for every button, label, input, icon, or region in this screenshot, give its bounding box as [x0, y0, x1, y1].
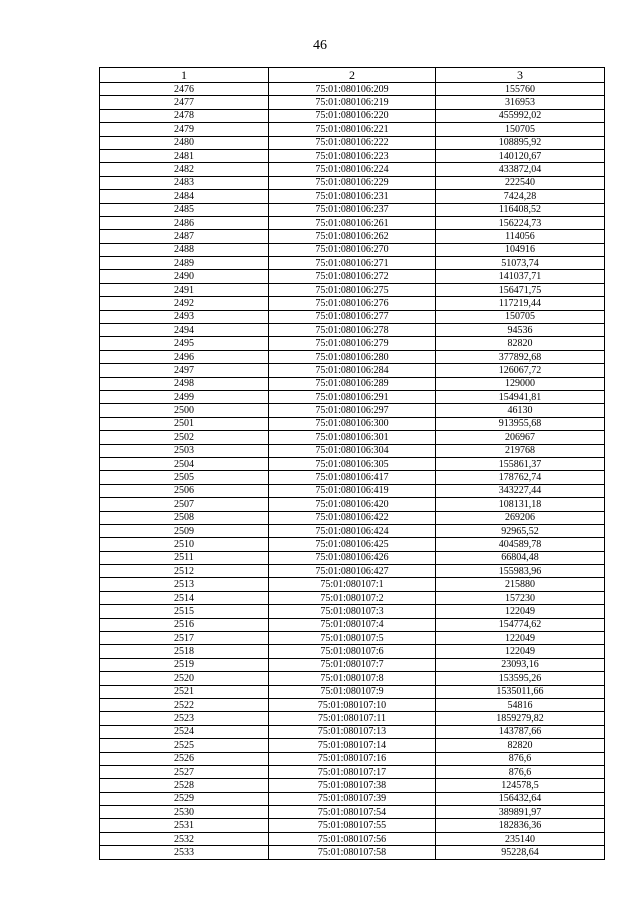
cell-value: 46130	[436, 404, 605, 417]
table-row	[100, 511, 605, 524]
table-row	[100, 645, 605, 658]
table-row	[100, 417, 605, 430]
table-row	[100, 350, 605, 363]
cell-row-number: 2506	[100, 484, 269, 497]
table-row	[100, 136, 605, 149]
table-row	[100, 632, 605, 645]
cell-cadastral-number: 75:01:080106:209	[269, 83, 436, 96]
cell-cadastral-number: 75:01:080106:224	[269, 163, 436, 176]
cell-cadastral-number: 75:01:080106:426	[269, 551, 436, 564]
cell-cadastral-number: 75:01:080106:419	[269, 484, 436, 497]
cell-value: 117219,44	[436, 297, 605, 310]
cell-cadastral-number: 75:01:080106:417	[269, 471, 436, 484]
table-row	[100, 257, 605, 270]
cell-value: 104916	[436, 243, 605, 256]
cell-value: 122049	[436, 645, 605, 658]
cadastral-value-table	[99, 67, 605, 860]
cell-value: 455992,02	[436, 109, 605, 122]
cell-value: 95228,64	[436, 846, 605, 859]
cell-value: 215880	[436, 578, 605, 591]
cell-row-number: 2509	[100, 524, 269, 537]
cell-cadastral-number: 75:01:080106:297	[269, 404, 436, 417]
cell-value: 155760	[436, 83, 605, 96]
cell-value: 124578,5	[436, 779, 605, 792]
table-row	[100, 149, 605, 162]
cell-row-number: 2525	[100, 739, 269, 752]
cell-row-number: 2476	[100, 83, 269, 96]
cell-value: 316953	[436, 96, 605, 109]
table-row	[100, 551, 605, 564]
table-row	[100, 739, 605, 752]
table-row	[100, 390, 605, 403]
table-row	[100, 230, 605, 243]
cell-row-number: 2504	[100, 457, 269, 470]
cell-row-number: 2493	[100, 310, 269, 323]
cell-value: 94536	[436, 324, 605, 337]
table-row	[100, 765, 605, 778]
cell-cadastral-number: 75:01:080106:422	[269, 511, 436, 524]
cell-cadastral-number: 75:01:080106:425	[269, 538, 436, 551]
table-row	[100, 779, 605, 792]
cell-row-number: 2502	[100, 431, 269, 444]
cell-value: 150705	[436, 123, 605, 136]
cell-cadastral-number: 75:01:080106:270	[269, 243, 436, 256]
cell-row-number: 2520	[100, 672, 269, 685]
cell-value: 269206	[436, 511, 605, 524]
table-row	[100, 243, 605, 256]
cell-row-number: 2532	[100, 832, 269, 845]
table-row	[100, 685, 605, 698]
cell-value: 82820	[436, 337, 605, 350]
cell-value: 222540	[436, 176, 605, 189]
cell-value: 343227,44	[436, 484, 605, 497]
column-header-value: 3	[436, 68, 605, 83]
cell-cadastral-number: 75:01:080106:275	[269, 283, 436, 296]
cell-value: 66804,48	[436, 551, 605, 564]
table-row	[100, 698, 605, 711]
table-row	[100, 725, 605, 738]
cell-cadastral-number: 75:01:080106:280	[269, 350, 436, 363]
cell-value: 433872,04	[436, 163, 605, 176]
cell-row-number: 2499	[100, 390, 269, 403]
table-row	[100, 672, 605, 685]
table-row	[100, 190, 605, 203]
column-header-cadastral-number: 2	[269, 68, 436, 83]
cell-row-number: 2477	[100, 96, 269, 109]
cell-row-number: 2500	[100, 404, 269, 417]
cell-value: 143787,66	[436, 725, 605, 738]
cell-row-number: 2487	[100, 230, 269, 243]
table-row	[100, 163, 605, 176]
cell-cadastral-number: 75:01:080106:223	[269, 149, 436, 162]
cell-cadastral-number: 75:01:080107:9	[269, 685, 436, 698]
cell-value: 150705	[436, 310, 605, 323]
cell-value: 126067,72	[436, 364, 605, 377]
cell-row-number: 2514	[100, 591, 269, 604]
cell-cadastral-number: 75:01:080106:261	[269, 216, 436, 229]
cell-value: 114056	[436, 230, 605, 243]
cell-row-number: 2523	[100, 712, 269, 725]
cell-row-number: 2522	[100, 698, 269, 711]
cell-value: 157230	[436, 591, 605, 604]
cell-value: 155861,37	[436, 457, 605, 470]
cell-cadastral-number: 75:01:080107:17	[269, 765, 436, 778]
table-row	[100, 444, 605, 457]
cell-value: 876,6	[436, 765, 605, 778]
table-row	[100, 752, 605, 765]
cell-row-number: 2521	[100, 685, 269, 698]
cell-cadastral-number: 75:01:080106:276	[269, 297, 436, 310]
table-row	[100, 806, 605, 819]
cell-cadastral-number: 75:01:080106:222	[269, 136, 436, 149]
cell-cadastral-number: 75:01:080107:11	[269, 712, 436, 725]
cell-row-number: 2524	[100, 725, 269, 738]
cell-row-number: 2529	[100, 792, 269, 805]
cell-row-number: 2510	[100, 538, 269, 551]
cell-cadastral-number: 75:01:080107:13	[269, 725, 436, 738]
cell-row-number: 2478	[100, 109, 269, 122]
cell-row-number: 2508	[100, 511, 269, 524]
cell-row-number: 2489	[100, 257, 269, 270]
table-row	[100, 792, 605, 805]
cell-cadastral-number: 75:01:080107:2	[269, 591, 436, 604]
column-header-number: 1	[100, 68, 269, 83]
cell-value: 154774,62	[436, 618, 605, 631]
cell-row-number: 2507	[100, 498, 269, 511]
table-row	[100, 203, 605, 216]
cell-cadastral-number: 75:01:080106:221	[269, 123, 436, 136]
cell-cadastral-number: 75:01:080107:16	[269, 752, 436, 765]
cell-cadastral-number: 75:01:080106:427	[269, 565, 436, 578]
cell-value: 23093,16	[436, 658, 605, 671]
cell-row-number: 2516	[100, 618, 269, 631]
cell-cadastral-number: 75:01:080106:300	[269, 417, 436, 430]
cell-value: 154941,81	[436, 390, 605, 403]
cell-row-number: 2492	[100, 297, 269, 310]
page-number: 46	[313, 38, 327, 53]
cell-row-number: 2491	[100, 283, 269, 296]
cell-cadastral-number: 75:01:080106:289	[269, 377, 436, 390]
table-row	[100, 591, 605, 604]
table-row	[100, 578, 605, 591]
cell-row-number: 2498	[100, 377, 269, 390]
cell-cadastral-number: 75:01:080107:7	[269, 658, 436, 671]
cell-row-number: 2490	[100, 270, 269, 283]
cell-row-number: 2496	[100, 350, 269, 363]
cell-cadastral-number: 75:01:080107:38	[269, 779, 436, 792]
cell-value: 206967	[436, 431, 605, 444]
cell-value: 82820	[436, 739, 605, 752]
cell-value: 182836,36	[436, 819, 605, 832]
cell-row-number: 2526	[100, 752, 269, 765]
cell-cadastral-number: 75:01:080106:424	[269, 524, 436, 537]
table-row	[100, 337, 605, 350]
cell-cadastral-number: 75:01:080107:56	[269, 832, 436, 845]
table-row	[100, 310, 605, 323]
cell-cadastral-number: 75:01:080106:420	[269, 498, 436, 511]
cell-value: 913955,68	[436, 417, 605, 430]
cell-row-number: 2494	[100, 324, 269, 337]
cell-value: 219768	[436, 444, 605, 457]
cell-cadastral-number: 75:01:080107:39	[269, 792, 436, 805]
cell-value: 116408,52	[436, 203, 605, 216]
cell-row-number: 2501	[100, 417, 269, 430]
cell-value: 54816	[436, 698, 605, 711]
cell-cadastral-number: 75:01:080106:278	[269, 324, 436, 337]
cell-cadastral-number: 75:01:080107:58	[269, 846, 436, 859]
table-row	[100, 712, 605, 725]
table-row	[100, 832, 605, 845]
cell-value: 178762,74	[436, 471, 605, 484]
cell-cadastral-number: 75:01:080107:1	[269, 578, 436, 591]
table-row	[100, 431, 605, 444]
cell-row-number: 2531	[100, 819, 269, 832]
table-row	[100, 658, 605, 671]
table-row	[100, 498, 605, 511]
cell-row-number: 2517	[100, 632, 269, 645]
cell-row-number: 2533	[100, 846, 269, 859]
cell-value: 235140	[436, 832, 605, 845]
table-row	[100, 484, 605, 497]
cell-row-number: 2505	[100, 471, 269, 484]
cell-row-number: 2513	[100, 578, 269, 591]
cell-cadastral-number: 75:01:080106:304	[269, 444, 436, 457]
table-row	[100, 524, 605, 537]
table-row	[100, 83, 605, 96]
cell-cadastral-number: 75:01:080106:271	[269, 257, 436, 270]
cell-row-number: 2481	[100, 149, 269, 162]
table-row	[100, 324, 605, 337]
cell-value: 51073,74	[436, 257, 605, 270]
cell-cadastral-number: 75:01:080107:10	[269, 698, 436, 711]
cell-cadastral-number: 75:01:080106:262	[269, 230, 436, 243]
table-row	[100, 109, 605, 122]
cell-row-number: 2483	[100, 176, 269, 189]
cell-value: 876,6	[436, 752, 605, 765]
cell-cadastral-number: 75:01:080107:8	[269, 672, 436, 685]
cell-value: 156471,75	[436, 283, 605, 296]
cell-row-number: 2486	[100, 216, 269, 229]
cell-cadastral-number: 75:01:080107:6	[269, 645, 436, 658]
cell-cadastral-number: 75:01:080106:291	[269, 390, 436, 403]
cell-row-number: 2527	[100, 765, 269, 778]
table-row	[100, 565, 605, 578]
cell-cadastral-number: 75:01:080107:14	[269, 739, 436, 752]
table-row	[100, 216, 605, 229]
cell-value: 156224,73	[436, 216, 605, 229]
table-row	[100, 377, 605, 390]
table-row	[100, 297, 605, 310]
cell-row-number: 2485	[100, 203, 269, 216]
table-row	[100, 96, 605, 109]
cell-row-number: 2515	[100, 605, 269, 618]
table-row	[100, 270, 605, 283]
cell-row-number: 2495	[100, 337, 269, 350]
cell-cadastral-number: 75:01:080106:237	[269, 203, 436, 216]
cell-row-number: 2480	[100, 136, 269, 149]
cell-row-number: 2512	[100, 565, 269, 578]
cell-value: 1859279,82	[436, 712, 605, 725]
cell-value: 377892,68	[436, 350, 605, 363]
cell-row-number: 2479	[100, 123, 269, 136]
cell-value: 7424,28	[436, 190, 605, 203]
cell-value: 155983,96	[436, 565, 605, 578]
cell-cadastral-number: 75:01:080106:279	[269, 337, 436, 350]
cell-row-number: 2519	[100, 658, 269, 671]
cell-cadastral-number: 75:01:080106:272	[269, 270, 436, 283]
cell-value: 92965,52	[436, 524, 605, 537]
cell-cadastral-number: 75:01:080107:4	[269, 618, 436, 631]
cell-row-number: 2488	[100, 243, 269, 256]
cell-cadastral-number: 75:01:080106:219	[269, 96, 436, 109]
cell-value: 153595,26	[436, 672, 605, 685]
cell-value: 404589,78	[436, 538, 605, 551]
cell-cadastral-number: 75:01:080106:284	[269, 364, 436, 377]
cell-cadastral-number: 75:01:080106:231	[269, 190, 436, 203]
table-row	[100, 538, 605, 551]
cell-row-number: 2528	[100, 779, 269, 792]
table-row	[100, 283, 605, 296]
cell-row-number: 2482	[100, 163, 269, 176]
cell-value: 122049	[436, 632, 605, 645]
table-row	[100, 819, 605, 832]
cell-value: 108131,18	[436, 498, 605, 511]
table-row	[100, 846, 605, 859]
cell-value: 389891,97	[436, 806, 605, 819]
cell-value: 1535011,66	[436, 685, 605, 698]
cell-row-number: 2511	[100, 551, 269, 564]
table-row	[100, 618, 605, 631]
cell-cadastral-number: 75:01:080107:5	[269, 632, 436, 645]
cell-cadastral-number: 75:01:080106:305	[269, 457, 436, 470]
cell-value: 129000	[436, 377, 605, 390]
cell-row-number: 2503	[100, 444, 269, 457]
cell-cadastral-number: 75:01:080106:220	[269, 109, 436, 122]
table-header-row	[100, 68, 605, 83]
table-body	[100, 83, 605, 860]
table-row	[100, 176, 605, 189]
table-row	[100, 364, 605, 377]
cell-value: 156432,64	[436, 792, 605, 805]
table-row	[100, 123, 605, 136]
table-row	[100, 404, 605, 417]
cell-row-number: 2530	[100, 806, 269, 819]
cell-value: 122049	[436, 605, 605, 618]
cell-cadastral-number: 75:01:080106:277	[269, 310, 436, 323]
cell-value: 108895,92	[436, 136, 605, 149]
cell-cadastral-number: 75:01:080106:301	[269, 431, 436, 444]
cell-row-number: 2518	[100, 645, 269, 658]
cell-row-number: 2497	[100, 364, 269, 377]
cell-value: 141037,71	[436, 270, 605, 283]
table-row	[100, 605, 605, 618]
cell-cadastral-number: 75:01:080107:55	[269, 819, 436, 832]
cell-row-number: 2484	[100, 190, 269, 203]
table-row	[100, 457, 605, 470]
cell-cadastral-number: 75:01:080107:54	[269, 806, 436, 819]
cell-cadastral-number: 75:01:080106:229	[269, 176, 436, 189]
cell-cadastral-number: 75:01:080107:3	[269, 605, 436, 618]
cell-value: 140120,67	[436, 149, 605, 162]
table-row	[100, 471, 605, 484]
